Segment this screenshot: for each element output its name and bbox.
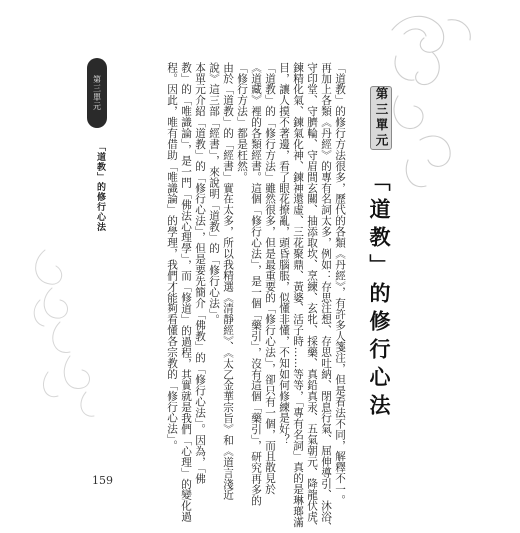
body-line: 「道教」的修行方法很多，歷代的各類《丹經》，有許多人箋注，但是看法不同，解釋不一。 [334,62,346,506]
running-header-tab: 第三單元 [87,58,107,128]
body-line: 由於「道教」的「經書」實在太多，所以我精選《清靜經》、《太乙金華宗旨》和《道言淺近 [222,62,234,501]
body-line: 「修行方法」都是枉然。 [236,62,248,183]
body-line: 目，讓人摸不著邊，看了眼花撩亂，頭昏腦脹，似懂非懂，不知如何修練是好？ [278,62,290,446]
running-header-title: 「道教」的修行心法 [95,142,105,232]
chapter-title: 「道教」的修行心法 [367,170,391,422]
page-number: 159 [92,474,113,487]
unit-badge: 第三單元 [370,86,392,150]
body-line: 教」的「唯識論」，是一門「佛法心理學」，而「修道」的過程，其實就是我們「心理」的變化過 [180,62,192,523]
body-line: 程。因此，唯有借助「唯識論」的學理，我們才能夠看懂各宗教的「修行心法」。 [166,62,178,451]
body-line: 本單元介紹「道教」的「修行心法」，但是要先簡介「佛教」的「修行心法」。因為，「佛 [194,62,206,485]
body-line: 「道教」的「修行方法」雖然很多，但是最重要的「修行心法」，卻只有一個，而且散見於 [264,62,276,495]
body-line: 《道藏》裡的各類經書。這個「修行心法」，是一個「藥引」，沒有這個「藥引」，研究再多的 [250,62,262,506]
body-line: 鍊精化氣、鍊氣化神、鍊神還虛、三花聚鼎、黃婆、活子時……等等，「專有名詞」真的是琳瑯滿 [292,62,304,528]
body-line: 再加上各類《丹經》的專有名詞太多，例如：存思注想、存思吐納、閉息行氣、屈伸導引、沐浴、 [320,62,332,533]
body-line: 說》這三部「經書」，來說明「道教」的「修行心法」。 [208,62,220,326]
body-line: 守印堂、守臍輪、守眉間玄關、抽添取坎、烹練、玄牝、採藥、真鉛真汞、五氣朝元、降龍伏虎、 [306,62,318,533]
